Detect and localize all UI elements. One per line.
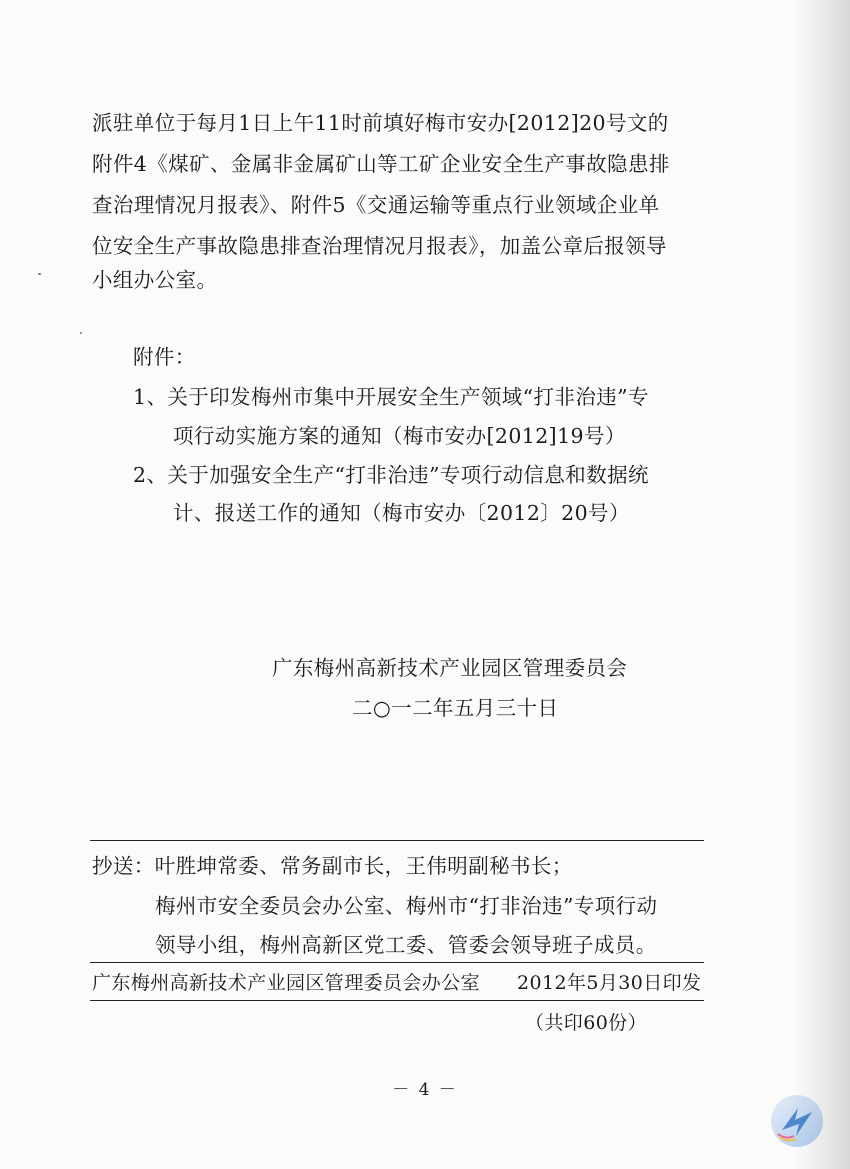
distribution-middle-rule — [90, 962, 704, 963]
attachment-item-2-cont: 计、报送工作的通知（梅市安办〔2012〕20号） — [173, 501, 630, 525]
copies-count: （共印60份） — [525, 1012, 647, 1034]
issuer-office: 广东梅州高新技术产业园区管理委员会办公室 — [92, 972, 481, 994]
paragraph-line-5: 小组办公室。 — [92, 268, 218, 292]
issue-date: 2012年5月30日印发 — [517, 972, 702, 994]
paragraph-line-3: 查治理情况月报表》、附件5《交通运输等重点行业领域企业单 — [92, 193, 660, 217]
attachment-item-2: 2、关于加强安全生产“打非治违”专项行动信息和数据统 — [133, 463, 649, 487]
attachment-item-1-cont: 项行动实施方案的通知（梅市安办[2012]19号） — [173, 424, 626, 448]
scan-speck — [80, 332, 82, 334]
signature-date: 二○一二年五月三十日 — [352, 696, 559, 720]
attachments-label: 附件： — [133, 345, 196, 369]
paragraph-line-2: 附件4《煤矿、金属非金属矿山等工矿企业安全生产事故隐患排 — [92, 152, 670, 176]
paragraph-line-1: 派驻单位于每月1日上午11时前填好梅市安办[2012]20号文的 — [92, 111, 669, 135]
cc-line-3: 领导小组，梅州高新区党工委、管委会领导班子成员。 — [155, 933, 657, 957]
distribution-bottom-rule — [90, 1000, 704, 1001]
paragraph-line-4: 位安全生产事故隐患排查治理情况月报表》，加盖公章后报领导 — [92, 234, 667, 258]
cc-line-2: 梅州市安全委员会办公室、梅州市“打非治违”专项行动 — [155, 894, 658, 918]
scan-edge-shadow — [794, 0, 850, 1169]
logo-stamp-icon — [768, 1090, 826, 1152]
cc-line-1: 抄送：叶胜坤常委、常务副市长，王伟明副秘书长； — [92, 854, 573, 878]
page-number: － 4 － — [392, 1080, 458, 1100]
scan-speck — [38, 273, 41, 275]
signature-organization: 广东梅州高新技术产业园区管理委员会 — [272, 656, 628, 680]
distribution-top-rule — [90, 840, 704, 841]
attachment-item-1: 1、关于印发梅州市集中开展安全生产领域“打非治违”专 — [133, 385, 649, 409]
